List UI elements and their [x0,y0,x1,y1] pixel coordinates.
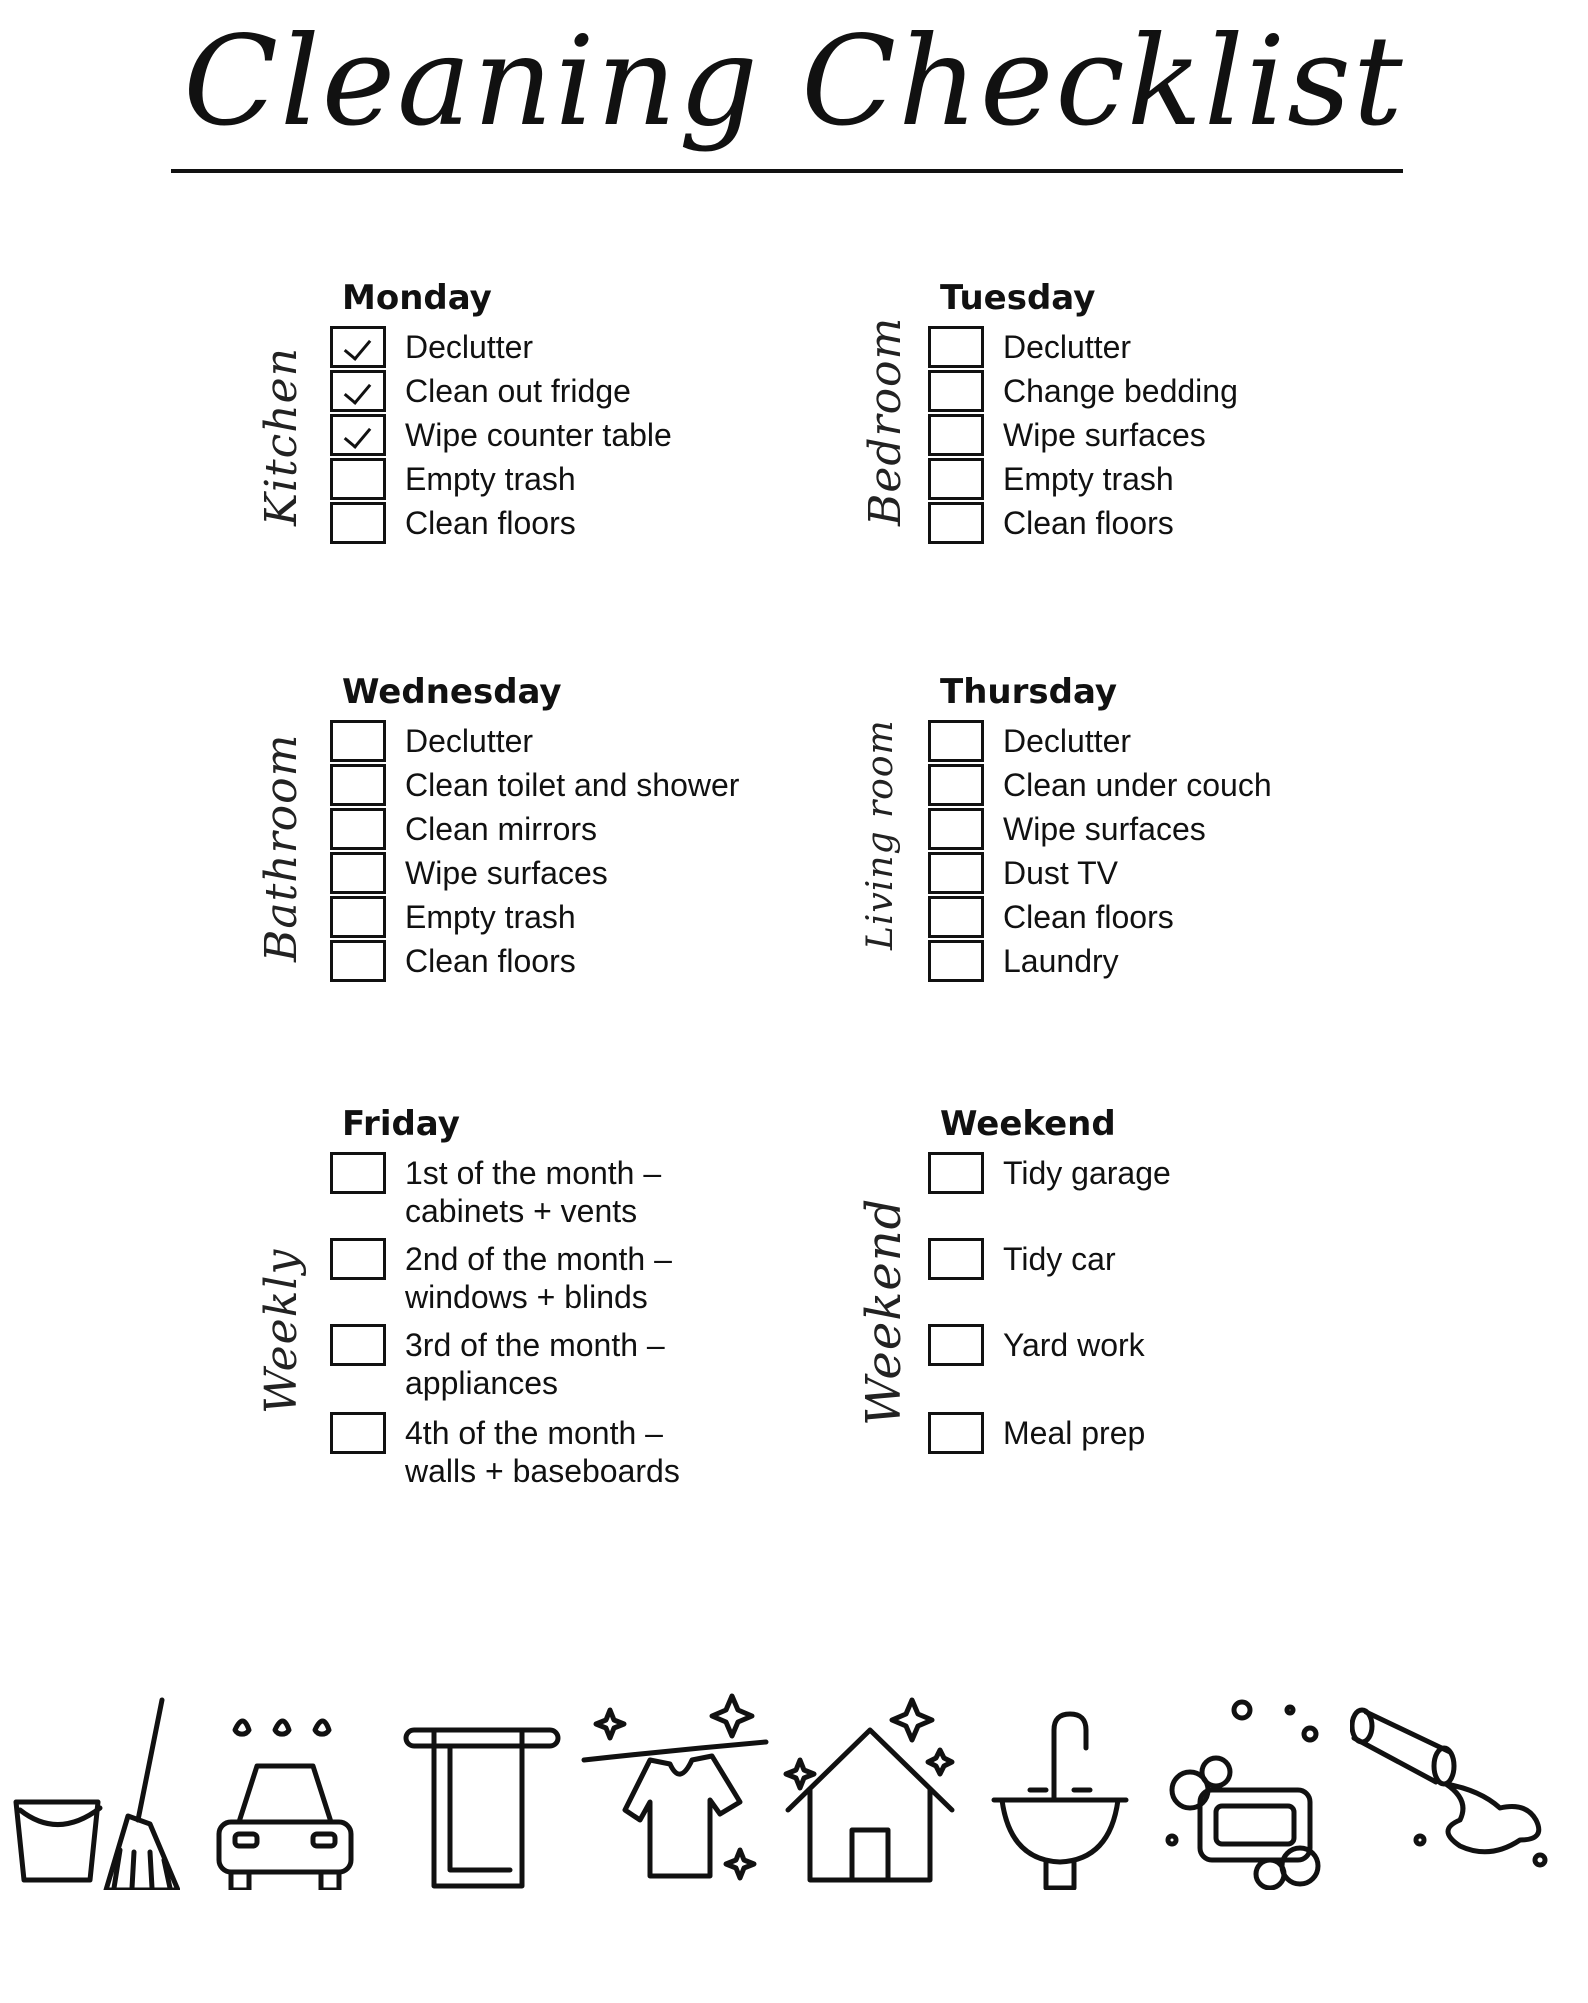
item-label: Change bedding [1003,373,1238,409]
checkbox[interactable] [330,1238,386,1280]
checkbox[interactable] [330,896,386,938]
checkbox[interactable] [330,1412,386,1454]
checkbox[interactable] [330,808,386,850]
car-wash-icon [205,1690,365,1890]
checkbox[interactable] [928,940,984,982]
day-heading: Friday [342,1104,460,1144]
item-label: Clean floors [1003,899,1174,935]
checkbox[interactable] [928,458,984,500]
section-wednesday [256,672,902,992]
checkbox[interactable] [928,896,984,938]
laundry-line-icon [580,1690,770,1890]
item-label: Wipe surfaces [1003,811,1206,847]
item-label: Clean floors [405,943,576,979]
section-thursday [860,672,1500,992]
item-label: Declutter [1003,329,1132,365]
page-title: Cleaning Checklist [183,10,1405,154]
room-label: Kitchen [256,347,307,526]
item-label: Empty trash [1003,461,1174,497]
room-label: Living room [860,719,901,950]
checkbox[interactable] [330,502,386,544]
item-label: Clean mirrors [405,811,598,847]
day-heading: Wednesday [342,672,562,712]
item-label: Wipe surfaces [405,855,608,891]
section-monday [256,278,902,548]
title-divider [171,169,1403,173]
day-heading: Thursday [940,672,1118,712]
checkbox[interactable] [330,852,386,894]
towel-icon [402,1690,562,1890]
item-label: Clean under couch [1003,767,1272,803]
item-label: 3rd of the month – appliances [405,1327,665,1401]
icon-row [0,1690,1588,1920]
sink-icon [990,1690,1130,1890]
clean-house-icon [780,1690,960,1890]
checkbox[interactable] [928,1412,984,1454]
checkbox[interactable] [928,370,984,412]
item-label: Clean floors [1003,505,1174,541]
checkbox[interactable] [928,1324,984,1366]
checkbox[interactable] [330,764,386,806]
checkbox[interactable] [928,720,984,762]
item-label: Declutter [1003,723,1132,759]
checkbox[interactable] [928,808,984,850]
item-label: 2nd of the month – windows + blinds [405,1241,672,1315]
day-heading: Tuesday [940,278,1096,318]
item-label: Wipe counter table [405,417,672,453]
checkbox[interactable] [928,1238,984,1280]
item-label: Tidy car [1003,1241,1116,1277]
item-label: Clean out fridge [405,373,631,409]
checkbox[interactable] [330,458,386,500]
item-label: Yard work [1003,1327,1145,1363]
item-label: Empty trash [405,899,576,935]
checkbox[interactable] [928,852,984,894]
item-label: Tidy garage [1003,1155,1171,1191]
section-weekend [856,1104,1500,1504]
checkbox-checked[interactable] [330,414,386,456]
room-label: Bathroom [256,733,307,962]
checkbox-checked[interactable] [330,326,386,368]
item-label: Declutter [405,329,534,365]
checkbox[interactable] [330,1324,386,1366]
bucket-broom-icon [10,1690,180,1890]
section-friday [256,1104,902,1504]
checkbox[interactable] [928,502,984,544]
item-label: 4th of the month – walls + baseboards [405,1415,680,1489]
room-label: Weekly [256,1248,307,1414]
room-label: Bedroom [860,316,911,526]
item-label: Clean floors [405,505,576,541]
soap-bubbles-icon [1160,1690,1340,1890]
day-heading: Weekend [940,1104,1116,1144]
checkbox[interactable] [928,1152,984,1194]
checkbox[interactable] [330,940,386,982]
checkbox[interactable] [928,414,984,456]
item-label: Declutter [405,723,534,759]
checkbox[interactable] [928,326,984,368]
checkbox[interactable] [330,1152,386,1194]
item-label: Wipe surfaces [1003,417,1206,453]
day-heading: Monday [342,278,492,318]
item-label: Empty trash [405,461,576,497]
item-label: Dust TV [1003,855,1118,891]
item-label: Meal prep [1003,1415,1146,1451]
section-tuesday [860,278,1500,548]
item-label: Clean toilet and shower [405,767,740,803]
item-label: 1st of the month – cabinets + vents [405,1155,662,1229]
spill-icon [1350,1690,1550,1890]
checkbox[interactable] [928,764,984,806]
checkbox[interactable] [330,720,386,762]
room-label: Weekend [856,1197,912,1426]
item-label: Laundry [1003,943,1119,979]
checkbox-checked[interactable] [330,370,386,412]
